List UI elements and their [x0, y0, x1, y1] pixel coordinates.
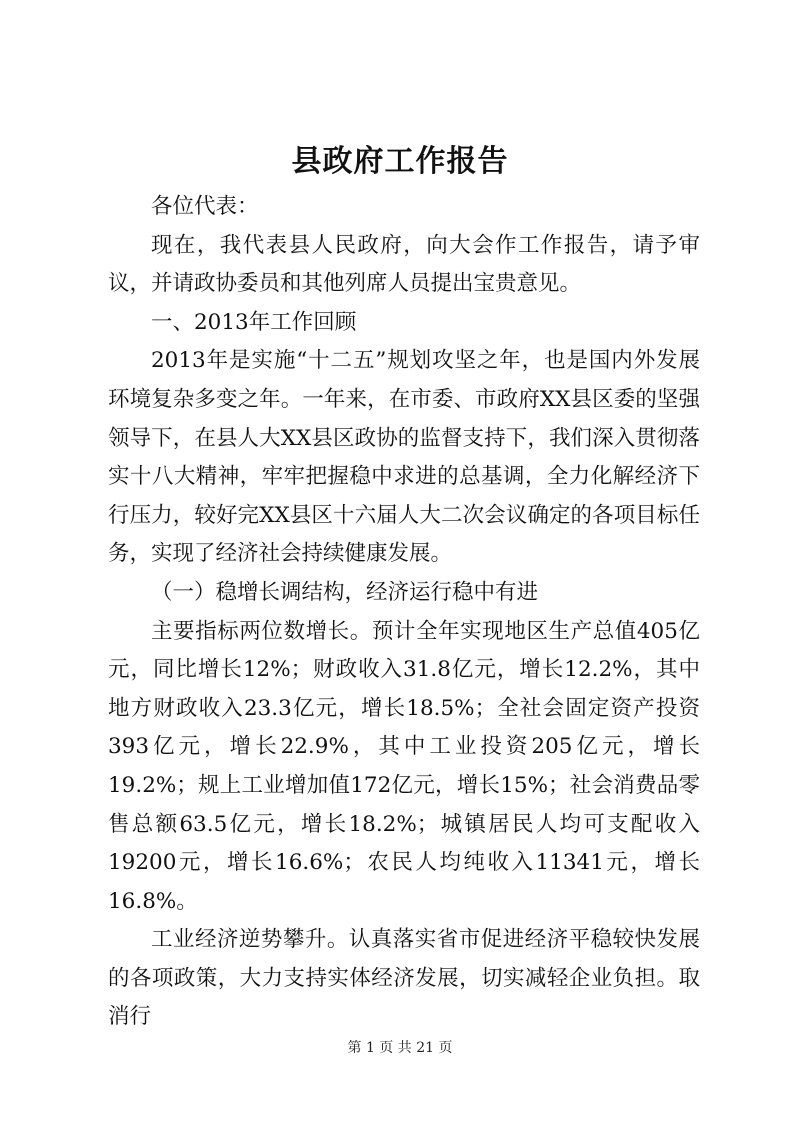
subsection-heading: （一）稳增长调结构，经济运行稳中有进 [151, 579, 539, 605]
document-body [108, 188, 700, 1037]
indicators-paragraph: 主要指标两位数增长。预计全年实现地区生产总值405亿元，同比增长12%；财政收入31.8亿元，增长12.2%，其中地方财政收入23.3亿元，增长18.5%；全社会固定资产投资393亿元，增长22.9%，其中工业投资205亿元，增长19.2%；规上工业增加值172亿元，增长15%；社会消费品零售总额63.5亿元，增长18.2%；城镇居民人均可支配收入19200元，增长16.6%；农民人均纯收入11341元，增长16.8%。 [108, 618, 700, 914]
salutation-paragraph: 各位代表： [151, 194, 259, 219]
overview-paragraph: 2013年是实施“十二五”规划攻坚之年，也是国内外发展环境复杂多变之年。一年来，在市委、市政府XX县区委的坚强领导下，在县人大XX县区政协的监督支持下，我们深入贯彻落实十八大精神，牢牢把握稳中求进的总基调，全力化解经济下行压力，较好完XX县区十六届人大二次会议确定的各项目标任务，实现了经济社会持续健康发展。 [108, 348, 700, 567]
industry-paragraph: 工业经济逆势攀升。认真落实省市促进经济平稳较快发展的各项政策，大力支持实体经济发展，切实减轻企业负担。取消行 [108, 927, 700, 1030]
intro-paragraph: 现在，我代表县人民政府，向大会作工作报告，请予审议，并请政协委员和其他列席人员提出宝贵意见。 [108, 232, 700, 297]
section-heading: 一、2013年工作回顾 [151, 309, 357, 335]
document-title: 县政府工作报告 [291, 144, 509, 179]
page-number-footer: 第 1 页 共 21 页 [347, 1040, 453, 1056]
